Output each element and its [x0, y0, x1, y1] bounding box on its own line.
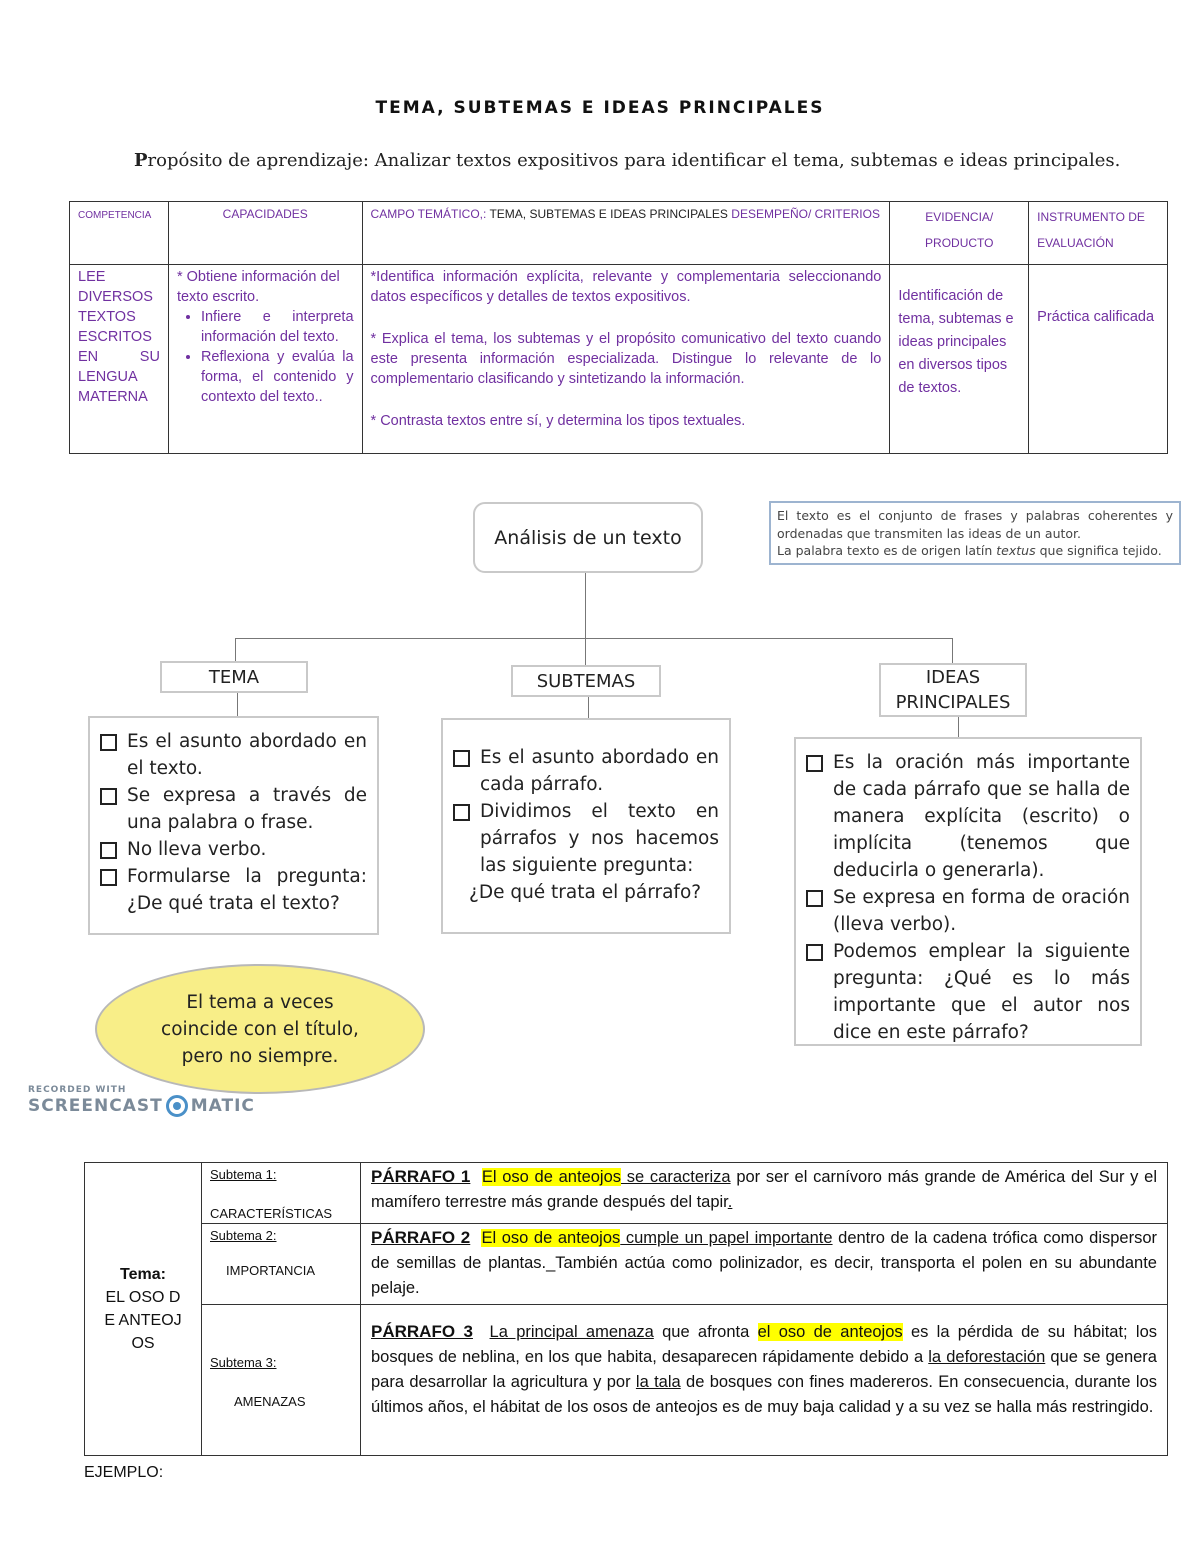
example-row-2 [85, 1224, 1168, 1305]
page-title: TEMA, SUBTEMAS E IDEAS PRINCIPALES [375, 98, 825, 118]
subtema-3-cell: Subtema 3: AMENAZAS [202, 1305, 361, 1456]
example-row-3 [85, 1305, 1168, 1456]
screencast-logo-icon [166, 1095, 188, 1117]
header-competencia: COMPETENCIA [70, 202, 169, 265]
competency-header-row [70, 202, 1168, 265]
connector-to-subtemas [585, 638, 586, 666]
subtemas-list-box [441, 718, 731, 934]
paragraph-1-cell: PÁRRAFO 1 El oso de anteojos se caracteriza por ser el carnívoro más grande de América del Sur y el mamífero terrestre más grande después del tapir. [361, 1163, 1168, 1224]
diagram-root-node: Análisis de un texto [473, 502, 703, 573]
checkbox-icon [100, 734, 117, 751]
header-evidencia: EVIDENCIA/ PRODUCTO [890, 202, 1029, 265]
connector-to-ideas [952, 638, 953, 664]
connector-root-down [585, 573, 586, 639]
desempeno-2: * Explica el tema, los subtemas y el propósito comunicativo del texto cuando este presenta información especializada. Distingue lo relevante de lo complementario clasificando y sintetizando la información. [370, 331, 882, 387]
evidencia-cell: Identificación de tema, subtemas e ideas principales en diversos tipos de textos. [890, 265, 1029, 454]
competency-body-row [70, 265, 1168, 454]
checkbox-icon [806, 890, 823, 907]
ideas-list-box [794, 737, 1142, 1046]
checkbox-icon [100, 788, 117, 805]
highlight-subject: El oso de anteojos [481, 1229, 621, 1247]
subtemas-item: Dividimos el texto en párrafos y nos hacemos las siguiente pregunta: [453, 798, 719, 879]
connector-horizontal [235, 638, 953, 639]
checkbox-icon [453, 804, 470, 821]
subtemas-question: ¿De qué trata el párrafo? [469, 882, 702, 903]
subtema-2-cell: Subtema 2: IMPORTANCIA [202, 1224, 361, 1305]
tema-label: Tema: [120, 1266, 166, 1283]
header-capacidades: CAPACIDADES [168, 202, 362, 265]
purpose-lead-letter: P [134, 150, 148, 171]
text-definition-note: El texto es el conjunto de frases y palabras coherentes y ordenadas que transmiten las ideas de un autor. La palabra texto es de origen latín textus que significa tejido. [769, 501, 1181, 565]
desempeno-cell [362, 265, 890, 454]
instrumento-cell: Práctica calificada [1029, 265, 1168, 454]
competency-table [69, 201, 1168, 454]
ideas-item: Se expresa en forma de oración (lleva verbo). [806, 884, 1130, 938]
capacidades-list [177, 307, 354, 407]
highlight-subject: El oso de anteojos [481, 1168, 622, 1186]
connector-to-tema [235, 638, 236, 662]
tema-label-box: TEMA [160, 661, 308, 693]
subtema-1-cell: Subtema 1: CARACTERÍSTICAS [202, 1163, 361, 1224]
purpose-statement [134, 150, 1120, 171]
checkbox-icon [453, 750, 470, 767]
tema-item: Es el asunto abordado en el texto. [100, 728, 367, 782]
checkbox-icon [806, 944, 823, 961]
example-label: EJEMPLO: [84, 1464, 164, 1481]
connector-tema-list [237, 692, 238, 716]
capacidad-2: • Infiere e interpreta información del texto. [201, 307, 354, 347]
example-table [84, 1162, 1168, 1456]
ideas-item: Es la oración más importante de cada párrafo que se halla de manera explícita (escrito) o implícita (tenemos que deducirla o generarla). [806, 749, 1130, 884]
subtemas-label-box: SUBTEMAS [511, 665, 661, 697]
desempeno-1: *Identifica información explícita, relevante y complementaria seleccionando datos específicos y detalles de textos expositivos. [370, 269, 882, 305]
competencia-cell: LEE DIVERSOS TEXTOS ESCRITOS EN SU LENGUA MATERNA [70, 265, 169, 454]
ideas-label-box: IDEAS PRINCIPALES [879, 663, 1027, 717]
connector-ideas-list [958, 716, 959, 738]
example-row-1 [85, 1163, 1168, 1224]
header-campo-tematico: CAMPO TEMÁTICO,: TEMA, SUBTEMAS E IDEAS PRINCIPALES DESEMPEÑO/ CRITERIOS [362, 202, 890, 265]
checkbox-icon [806, 755, 823, 772]
watermark-recorded-text: RECORDED WITH [28, 1085, 127, 1095]
ideas-item: Podemos emplear la siguiente pregunta: ¿Qué es lo más importante que el autor nos dice en este párrafo? [806, 938, 1130, 1046]
purpose-text: ropósito de aprendizaje: Analizar textos expositivos para identificar el tema, subtemas e ideas principales. [147, 150, 1121, 171]
tema-item: No lleva verbo. [100, 836, 367, 863]
watermark-brand: SCREENCAST MATIC [28, 1096, 255, 1116]
screencast-watermark [28, 1085, 255, 1117]
capacidad-3: • Reflexiona y evalúa la forma, el contenido y contexto del texto.. [201, 347, 354, 407]
tema-item: Formularse la pregunta: ¿De qué trata el texto? [100, 863, 367, 917]
desempeno-3: * Contrasta textos entre sí, y determina los tipos textuales. [370, 413, 746, 429]
connector-subtemas-list [588, 696, 589, 718]
tema-note-ellipse: El tema a veces coincide con el título, pero no siempre. [95, 964, 425, 1094]
header-instrumento: INSTRUMENTO DE EVALUACIÓN [1029, 202, 1168, 265]
capacidades-cell [168, 265, 362, 454]
tema-item: Se expresa a través de una palabra o frase. [100, 782, 367, 836]
tema-value: EL OSO DE ANTEOJOS [104, 1289, 182, 1352]
paragraph-2-cell: PÁRRAFO 2 El oso de anteojos cumple un papel importante dentro de la cadena trófica como dispersor de semillas de plantas._También actúa como polinizador, es decir, transporta el polen en su abundante pelaje. [361, 1224, 1168, 1305]
tema-list-box [88, 716, 379, 935]
checkbox-icon [100, 869, 117, 886]
tema-cell [85, 1163, 202, 1456]
subtemas-item: Es el asunto abordado en cada párrafo. [453, 744, 719, 798]
highlight-subject: el oso de anteojos [757, 1323, 903, 1341]
capacidad-1: * Obtiene información del texto escrito. [176, 269, 340, 305]
paragraph-3-cell: PÁRRAFO 3 La principal amenaza que afronta el oso de anteojos es la pérdida de su hábitat; los bosques de neblina, en los que habita, desaparecen rápidamente debido a la deforestación que se genera para desarrollar la agricultura y por la tala de bosques con fines madereros. En consecuencia, durante los últimos años, el hábitat de los osos de anteojos es de muy baja calidad y a su vez se halla más restringido. [361, 1305, 1168, 1456]
checkbox-icon [100, 842, 117, 859]
